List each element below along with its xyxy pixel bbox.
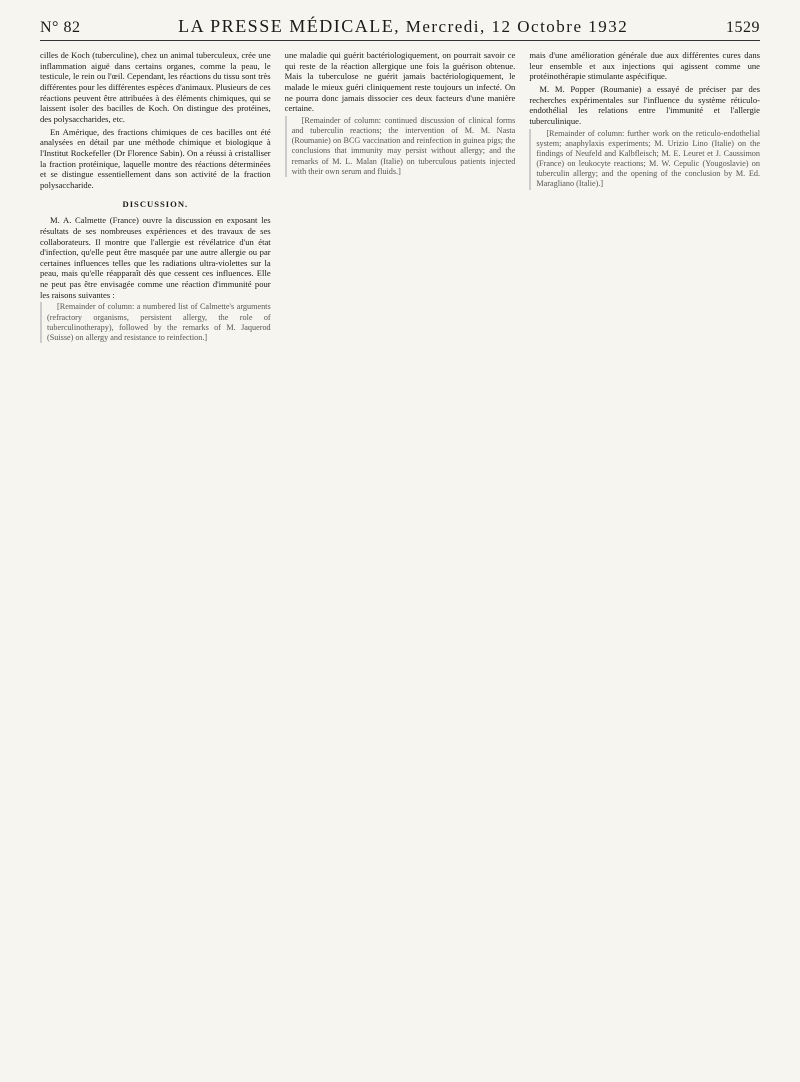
col1-paragraph-3: M. A. Calmette (France) ouvre la discussion en exposant les résultats de ses nombreuses expériences et des travaux de ses collaborateurs. Il montre que l'allergie est révélatrice d'un état d'infection, qu'elle peut être masquée par une autre allergie ou par certaines influences telles que les radiations ultra-violettes sur la peau, mais qu'elle réapparaît dès que cessent ces influences. Elle ne peut pas être envisagée comme une réaction d'immunité pour les raisons suivantes :: [40, 215, 271, 300]
page-number: 1529: [725, 19, 760, 36]
page-header: [40, 16, 760, 38]
col2-remainder-summary: [Remainder of column: continued discussion of clinical forms and tuberculin reactions; the intervention of M. M. Nasta (Roumanie) on BCG vaccination and reinfection in guinea pigs; the conclusions that immunity may persist without allergy; and the remarks of M. L. Malan (Italie) on tuberculous patients injected with their own serum and fluids.]: [285, 116, 516, 177]
header-title-group: LA PRESSE MÉDICALE, Mercredi, 12 Octobre 1932: [178, 16, 629, 36]
discussion-heading: DISCUSSION.: [122, 198, 189, 209]
col2-paragraph-1: une maladie qui guérit bactériologiquement, on pourrait savoir ce qui reste de la réaction allergique une fois la guérison obtenue. Mais la tuberculose ne guérit jamais bactériologiquement, le malade le mieux guéri cliniquement reste toujours un infecté. On ne pourra donc jamais dissocier ces deux facteurs d'une manière certaine.: [284, 50, 516, 114]
col1-paragraph-1: cilles de Koch (tuberculine), chez un animal tuberculeux, crée une inflammation aiguë dans certains organes, comme la peau, le testicule, le rein ou l'œil. Cependant, les réactions du tissu sont très différentes pour les différentes espèces d'animaux. Plusieurs de ces réactions peuvent être attribuées à des éléments chimiques, qui se laissent isoler des bacilles de Koch. On distingue des protéines, des polysaccharides, etc.: [40, 50, 271, 124]
col3-remainder-summary: [Remainder of column: further work on the reticulo-endothelial system; anaphylaxis experiments; M. Urizio Lino (Italie) on the findings of Neufeld and Kalbfleisch; M. E. Leuret et J. Caussimon (France) on leukocyte reactions; M. W. Cepulic (Yougoslavie) on tuberculin allergy; and the opening of the conclusion by M. Ed. Maragliano (Italie).]: [529, 129, 760, 190]
column-3: [529, 50, 760, 1052]
issue-date: Mercredi, 12 Octobre 1932: [405, 17, 629, 36]
col1-paragraph-2: En Amérique, des fractions chimiques de ces bacilles ont été analysées en détail par une méthode chimique et biologique à l'Institut Rockefeller (Dr Florence Sabin). On a réussi à cristalliser la fraction protéinique, laquelle montre des réactions déterminées et se distingue essentiellement dans son activité de la fraction polysaccharide.: [40, 126, 271, 190]
col3-paragraph-2: M. M. Popper (Roumanie) a essayé de préciser par des recherches expérimentales sur l'influence du système réticulo-endothélial les relations entre l'immunité et l'allergie tuberculinique.: [529, 83, 760, 126]
col3-paragraph-1: mais d'une amélioration générale due aux différentes cures dans leur ensemble et aux injections qui agissent comme une protéinothérapie stimulante aspécifique.: [529, 50, 760, 82]
issue-number: N° 82: [40, 19, 81, 36]
column-1: [40, 50, 271, 1052]
column-2: [285, 50, 516, 1052]
header-rule: [40, 40, 760, 41]
newspaper-title: LA PRESSE MÉDICALE: [178, 16, 395, 36]
col1-remainder-summary: [Remainder of column: a numbered list of Calmette's arguments (refractory organisms, persistent allergy, the role of tuberculinotherapy), followed by the remarks of M. Jaquerod (Suisse) on allergy and resistance to reinfection.]: [40, 302, 271, 343]
article-columns: [40, 50, 760, 1052]
